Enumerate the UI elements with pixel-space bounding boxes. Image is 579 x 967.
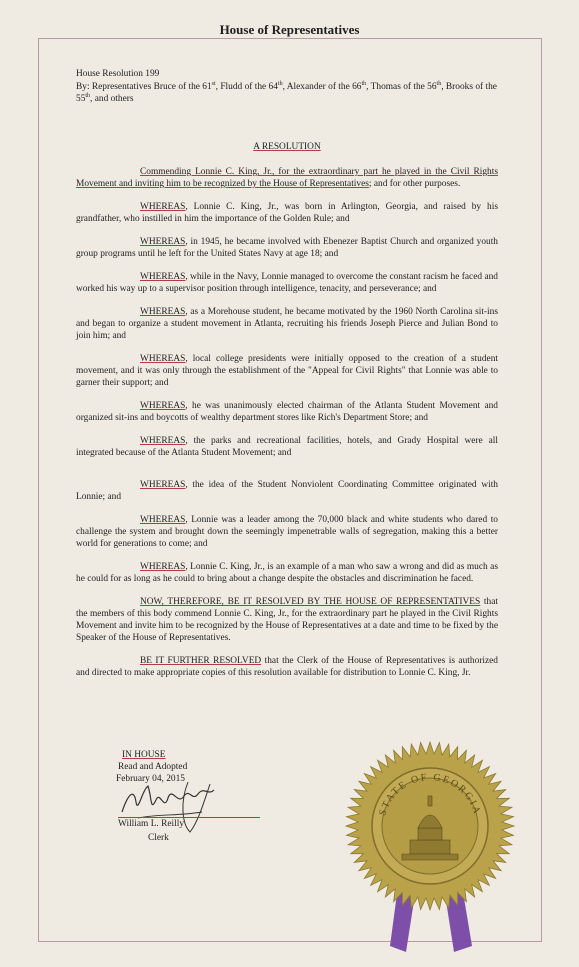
seal-text: STATE OF GEORGIA [377,771,483,817]
sponsors-line: By: Representatives Bruce of the 61st, Fludd of the 64th, Alexander of the 66th, Thomas of the 56th, Brooks of the 55th, and others [76,80,497,104]
resolution-body [76,68,498,679]
whereas-paragraph: WHEREAS, Lonnie was a leader among the 70,000 black and white students who dared to challenge the system and brought down the seemingly impenetrable walls of segregation, making this a better world for generations to come; and [76,515,498,549]
adoption-date: February 04, 2015 [116,774,185,784]
whereas-paragraph: WHEREAS, the parks and recreational facilities, hotels, and Grady Hospital were all integrated because of the Atlanta Student Movement; and [76,436,498,458]
intro-paragraph: Commending Lonnie C. King, Jr., for the extraordinary part he played in the Civil Rights Movement and inviting him to be recognized by the House of Representatives; and for other purposes. [76,167,498,189]
whereas-paragraph: WHEREAS, as a Morehouse student, he became motivated by the 1960 North Carolina sit-ins and began to organize a student movement in Atlanta, recruiting his friends Joseph Pierce and Julian Bond to join him; and [76,307,498,341]
clerk-title: Clerk [148,833,169,843]
state-seal [340,736,520,956]
page-title: House of Representatives [219,22,360,37]
read-adopted-label: Read and Adopted [118,762,188,772]
in-house-label: IN HOUSE [122,750,166,760]
whereas-paragraph: WHEREAS, Lonnie C. King, Jr., was born in Arlington, Georgia, and raised by his grandfather, who instilled in him the importance of the Golden Rule; and [76,202,498,224]
further-resolved-paragraph: BE IT FURTHER RESOLVED that the Clerk of the House of Representatives is authorized and directed to make appropriate copies of this resolution available for distribution to Lonnie C. King, Jr. [76,656,498,678]
whereas-paragraph: WHEREAS, he was unanimously elected chairman of the Atlanta Student Movement and organized sit-ins and boycotts of wealthy department stores like Rich's Department Store; and [76,401,498,423]
whereas-paragraph: WHEREAS, local college presidents were initially opposed to the creation of a student movement, and it was only through the establishment of the "Appeal for Civil Rights" that Lonnie was able to garner their support; and [76,354,498,388]
whereas-paragraph: WHEREAS, the idea of the Student Nonviolent Coordinating Committee originated with Lonnie; and [76,480,498,502]
whereas-paragraph: WHEREAS, while in the Navy, Lonnie managed to overcome the constant racism he faced and worked his way up to a supervisor position through intelligence, tenacity, and perseverance; and [76,272,498,294]
resolution-heading: A RESOLUTION [253,142,321,152]
whereas-paragraph: WHEREAS, Lonnie C. King, Jr., is an example of a man who saw a wrong and did as much as he could for as long as he could to bring about a change despite the obstacles and discrimination he faced. [76,562,498,584]
resolution-number: House Resolution 199 [76,69,160,79]
whereas-paragraph: WHEREAS, in 1945, he became involved with Ebenezer Baptist Church and organized youth group programs until he left for the United States Navy at age 18; and [76,237,498,259]
resolved-paragraph: NOW, THEREFORE, BE IT RESOLVED BY THE HOUSE OF REPRESENTATIVES that the members of this body commend Lonnie C. King, Jr., for the extraordinary part he played in the Civil Rights Movement and invite him to be recognized by the House of Representatives at a date and time to be fixed by the Speaker of the House of Representatives. [76,597,498,643]
clerk-name: William L. Reilly [118,819,185,829]
